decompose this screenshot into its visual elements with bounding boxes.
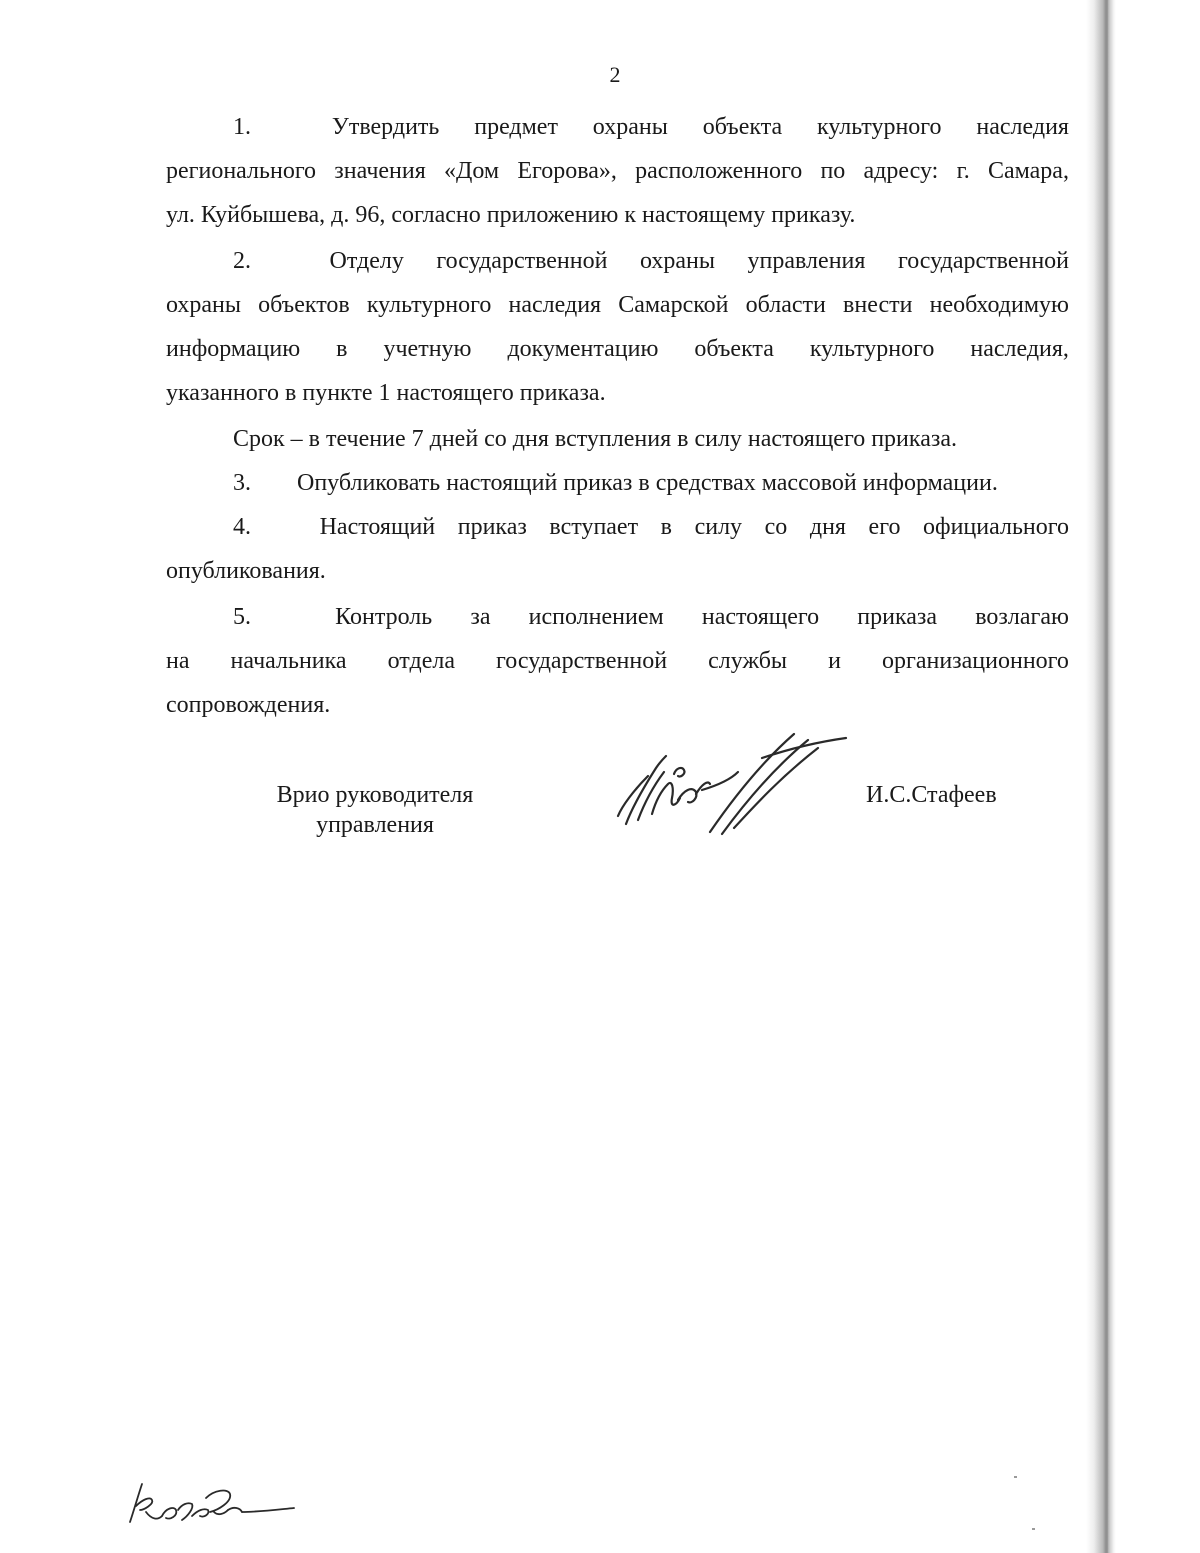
word: государственной	[436, 248, 608, 274]
word: Контроль	[335, 604, 433, 630]
word: со	[764, 514, 788, 540]
word: охраны	[592, 114, 668, 140]
word: объектов	[258, 292, 350, 318]
word: исполнением	[528, 604, 664, 630]
word: отдела	[387, 648, 455, 674]
word: наследия,	[970, 336, 1069, 362]
word: культурного	[366, 292, 492, 318]
word: за	[470, 604, 491, 630]
item-1-number: 1.	[233, 114, 251, 140]
scan-edge-line	[1106, 0, 1108, 1553]
word: внести	[843, 292, 913, 318]
word: и	[828, 648, 841, 674]
item-2-line-1	[233, 246, 1069, 276]
word: культурного	[817, 114, 942, 140]
item-3-line	[233, 468, 998, 498]
word: государственной	[897, 248, 1069, 274]
word: официального	[923, 514, 1069, 540]
item-5-line-3: сопровождения.	[166, 692, 331, 718]
word: объекта	[694, 336, 774, 362]
item-1-line-2	[166, 156, 1069, 186]
word: начальника	[230, 648, 347, 674]
word: информацию	[166, 336, 301, 362]
item-4-line-1	[233, 512, 1069, 542]
signer-name: И.С.Стафеев	[866, 782, 997, 808]
item-1-line-3: ул. Куйбышева, д. 96, согласно приложению к настоящему приказу.	[166, 202, 856, 228]
item-2-line-4: указанного в пункте 1 настоящего приказа.	[166, 380, 606, 406]
word: значения	[334, 158, 426, 184]
item-3-number: 3.	[233, 470, 251, 496]
word: охраны	[639, 248, 716, 274]
signer-title-line-2: управления	[316, 812, 434, 838]
item-2-number: 2.	[233, 248, 251, 274]
word: управления	[747, 248, 866, 274]
scan-edge-shadow	[1086, 0, 1116, 1553]
word: вступает	[549, 514, 639, 540]
word: г.	[956, 158, 970, 184]
word: по	[820, 158, 846, 184]
word: государственной	[496, 648, 668, 674]
scan-speck	[1014, 1476, 1017, 1478]
item-1-line-1	[233, 112, 1069, 142]
word: Утвердить	[331, 114, 440, 140]
signer-title-line-1: Врио руководителя	[276, 782, 474, 808]
word: приказ	[457, 514, 527, 540]
word: силу	[694, 514, 743, 540]
word: «Дом	[444, 158, 500, 184]
item-2-line-3	[166, 334, 1069, 364]
word: Отделу	[329, 248, 404, 274]
item-2-line-2	[166, 290, 1069, 320]
word: Егорова»,	[517, 158, 617, 184]
word: его	[868, 514, 901, 540]
word: регионального	[166, 158, 317, 184]
signer-title	[220, 780, 530, 840]
item-5-line-1	[233, 602, 1069, 632]
word: в	[336, 336, 348, 362]
word: Самарской	[618, 292, 729, 318]
word: приказа	[857, 604, 938, 630]
item-4-number: 4.	[233, 514, 251, 540]
item-5-number: 5.	[233, 604, 251, 630]
item-5-line-2	[166, 646, 1069, 676]
word: объекта	[702, 114, 783, 140]
deadline-line: Срок – в течение 7 дней со дня вступления в силу настоящего приказа.	[233, 426, 957, 452]
word: в	[660, 514, 672, 540]
word: возлагаю	[975, 604, 1069, 630]
word: расположенного	[635, 158, 803, 184]
word: охраны	[166, 292, 242, 318]
word: предмет	[474, 114, 558, 140]
word: дня	[809, 514, 846, 540]
word: документацию	[507, 336, 659, 362]
item-4-line-2: опубликования.	[166, 558, 326, 584]
word: Самара,	[987, 158, 1069, 184]
word: адресу:	[863, 158, 939, 184]
word: необходимую	[929, 292, 1069, 318]
word: Настоящий	[319, 514, 436, 540]
item-3-text: Опубликовать настоящий приказ в средствах массовой информации.	[297, 470, 998, 496]
word: наследия	[508, 292, 602, 318]
word: культурного	[809, 336, 935, 362]
word: на	[166, 648, 190, 674]
word: области	[745, 292, 826, 318]
word: наследия	[976, 114, 1069, 140]
word: службы	[708, 648, 788, 674]
word: организационного	[881, 648, 1069, 674]
handwritten-signature	[612, 728, 852, 840]
scan-speck	[1032, 1528, 1035, 1530]
word: настоящего	[701, 604, 820, 630]
initials-mark	[118, 1476, 298, 1532]
word: учетную	[383, 336, 472, 362]
page-number: 2	[609, 62, 621, 87]
